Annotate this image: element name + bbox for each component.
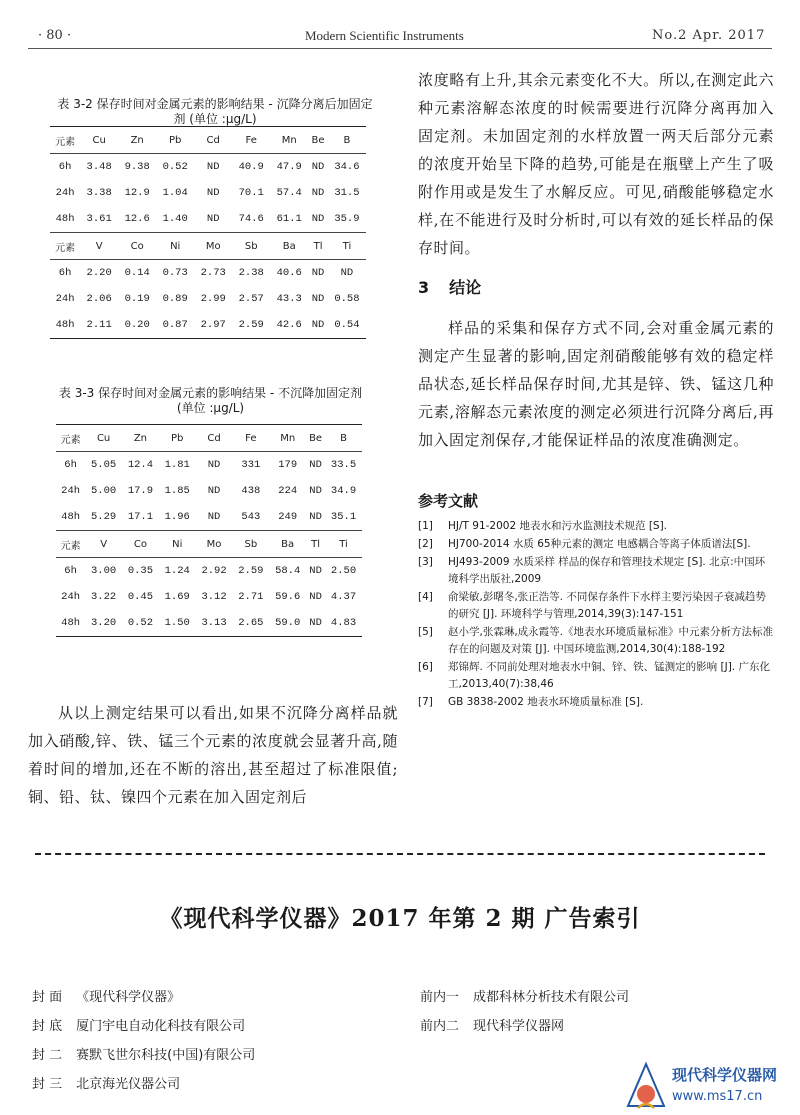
table-cell: 3.22 xyxy=(91,591,117,603)
reference-item xyxy=(418,694,774,711)
table-header-row xyxy=(50,127,366,154)
table-cell: 34.9 xyxy=(330,485,357,497)
caption-line: 表 3-3 保存时间对金属元素的影响结果 - 不沉降加固定剂 xyxy=(58,386,363,400)
reference-item xyxy=(418,536,774,553)
table-header-cell: Ni xyxy=(159,531,196,558)
table-cell: 0.54 xyxy=(328,312,366,339)
table-cell: 4.37 xyxy=(330,591,357,603)
table-cell: 59.6 xyxy=(275,591,301,603)
table-cell: 47.9 xyxy=(270,154,308,181)
table-cell: 48h xyxy=(61,511,81,523)
reference-number: [1] xyxy=(418,520,433,532)
table-cell: ND xyxy=(206,187,220,199)
references-heading: 参考文献 xyxy=(418,492,479,510)
site-watermark xyxy=(622,1058,800,1115)
table-cell: 2.20 xyxy=(80,260,118,287)
advertiser-name: 成都科林分析技术有限公司 xyxy=(473,990,630,1005)
table-cell: 2.73 xyxy=(194,260,232,287)
table-3-3-caption xyxy=(38,386,383,416)
table-cell: 31.5 xyxy=(334,187,360,199)
table-cell: ND xyxy=(311,293,325,305)
table-header-cell: Cu xyxy=(80,127,118,154)
table-cell: 438 xyxy=(241,485,261,497)
table-cell: 70.1 xyxy=(238,187,264,199)
table-cell: 543 xyxy=(241,511,261,523)
advertiser-name: 厦门宇电自动化科技有限公司 xyxy=(76,1019,246,1034)
table-cell: 48h xyxy=(50,312,80,339)
table-header-row xyxy=(50,233,366,260)
table-cell: 0.73 xyxy=(156,260,194,287)
table-cell: 3.13 xyxy=(196,610,233,637)
table-cell: 1.96 xyxy=(164,511,190,523)
table-header-cell: Co xyxy=(122,531,159,558)
table-header-cell: Zn xyxy=(118,127,156,154)
table-cell: 2.59 xyxy=(232,312,270,339)
table-cell: ND xyxy=(196,452,233,479)
watermark-url: www.ms17.cn xyxy=(672,1089,763,1104)
table-cell: 3.61 xyxy=(86,213,112,225)
table-cell: 2.11 xyxy=(80,312,118,339)
table-cell: 42.6 xyxy=(270,312,308,339)
table-header-cell: Sb xyxy=(232,233,270,260)
reference-text: 郑锦辉. 不同前处理对地表水中铜、锌、铁、锰测定的影响 [J]. 广东化工,2013,40(7):38,46 xyxy=(448,661,770,690)
table-row xyxy=(56,452,362,479)
table-row xyxy=(56,558,362,585)
reference-text: 俞梁敏,彭曙冬,张正浩等. 不同保存条件下水样主要污染因子衰减趋势的研究 [J]. 环境科学与管理,2014,39(3):147-151 xyxy=(448,591,766,620)
table-header-cell: Fe xyxy=(232,425,269,452)
table-header-cell: Cd xyxy=(196,425,233,452)
table-row xyxy=(50,260,366,287)
dashed-divider xyxy=(35,853,765,855)
table-header-cell: Pb xyxy=(156,127,194,154)
table-cell: 3.48 xyxy=(80,154,118,181)
table-cell: 12.6 xyxy=(124,213,150,225)
issue-info: No.2 Apr. 2017 xyxy=(652,28,766,43)
table-row xyxy=(50,206,366,233)
table-cell: ND xyxy=(311,213,325,225)
table-cell: 59.0 xyxy=(269,610,306,637)
ad-position: 封 底 xyxy=(32,1019,63,1034)
table-cell: 24h xyxy=(61,591,81,603)
table-cell: ND xyxy=(194,154,232,181)
table-header-row xyxy=(56,425,362,452)
table-cell: 1.24 xyxy=(159,558,196,585)
table-cell: 40.9 xyxy=(232,154,270,181)
table-cell: 2.50 xyxy=(325,558,362,585)
table-cell: 2.71 xyxy=(238,591,264,603)
advertiser-name: 北京海光仪器公司 xyxy=(76,1077,181,1092)
table-cell: 3.20 xyxy=(85,610,122,637)
table-cell: 43.3 xyxy=(276,293,302,305)
table-cell: ND xyxy=(207,511,221,523)
table-cell: 48h xyxy=(55,213,75,225)
table-cell: 0.35 xyxy=(122,558,159,585)
table-cell: 3.12 xyxy=(201,591,227,603)
body-paragraph: 浓度略有上升,其余元素变化不大。所以,在测定此六种元素溶解态浓度的时候需要进行沉降分离再加入固定剂。未加固定剂的水样放置一两天后部分元素的浓度开始呈下降的趋势,可能是在瓶壁上产生了吸附作用或是发生了水解反应。可见,硝酸能够稳定水样,在不能进行及时分析时,可以有效的延长样品的保存时间。 xyxy=(418,71,774,257)
table-cell: 2.06 xyxy=(86,293,112,305)
table-header-cell: 元素 xyxy=(50,127,80,154)
table-header-cell: 元素 xyxy=(56,531,85,558)
reference-number: [5] xyxy=(418,626,433,638)
ad-index-entry xyxy=(32,1073,180,1092)
table-cell: 12.9 xyxy=(124,187,150,199)
reference-number: [3] xyxy=(418,556,433,568)
ad-index-title: 《现代科学仪器》2017 年第 2 期 广告索引 xyxy=(159,905,641,932)
table-cell: 249 xyxy=(278,511,298,523)
table-cell: 2.92 xyxy=(196,558,233,585)
watermark-logo-icon xyxy=(622,1060,670,1112)
table-cell: 1.40 xyxy=(162,213,188,225)
table-cell: 0.14 xyxy=(118,260,156,287)
table-cell: 331 xyxy=(232,452,269,479)
table-cell: 6h xyxy=(50,260,80,287)
table-cell: 74.6 xyxy=(238,213,264,225)
table-cell: 3.00 xyxy=(85,558,122,585)
table-cell: 0.89 xyxy=(162,293,188,305)
ad-index-entry xyxy=(420,1015,564,1034)
caption-line: 剂 (单位 :μg/L) xyxy=(173,112,257,126)
table-header-cell: Be xyxy=(308,127,328,154)
table-header-cell: Mo xyxy=(194,233,232,260)
table-header-cell: Ti xyxy=(325,531,362,558)
table-header-cell: Ba xyxy=(270,233,308,260)
reference-text: HJ/T 91-2002 地表水和污水监测技术规范 [S]. xyxy=(448,520,668,532)
table-row xyxy=(56,504,362,531)
advertiser-name: 赛默飞世尔科技(中国)有限公司 xyxy=(76,1048,256,1063)
table-3-2 xyxy=(50,126,366,339)
table-header-cell: Tl xyxy=(308,233,328,260)
table-row xyxy=(56,610,362,637)
table-header-cell: Zn xyxy=(122,425,159,452)
table-header-cell: V xyxy=(80,233,118,260)
ad-index-entry xyxy=(32,986,180,1005)
ad-position: 封 二 xyxy=(32,1048,63,1063)
advertiser-name: 《现代科学仪器》 xyxy=(76,990,181,1005)
ad-index-entry xyxy=(32,1044,255,1063)
table-header-cell: Be xyxy=(306,425,325,452)
ad-index-entry xyxy=(420,986,629,1005)
table-header-cell: 元素 xyxy=(50,233,80,260)
reference-text: HJ493-2009 水质采样 样品的保存和管理技术规定 [S]. 北京:中国环境科学出版社,2009 xyxy=(448,556,766,585)
table-cell: 2.65 xyxy=(232,610,269,637)
table-cell: 12.4 xyxy=(122,452,159,479)
watermark-title: 现代科学仪器网 xyxy=(672,1066,778,1084)
table-header-cell: Ni xyxy=(156,233,194,260)
table-cell: 2.97 xyxy=(194,312,232,339)
table-cell: ND xyxy=(308,260,328,287)
table-cell: 34.6 xyxy=(328,154,366,181)
table-row xyxy=(50,286,366,312)
table-row xyxy=(50,154,366,181)
table-header-cell: B xyxy=(328,127,366,154)
reference-text: GB 3838-2002 地表水环境质量标准 [S]. xyxy=(448,696,644,708)
table-cell: 0.45 xyxy=(127,591,154,603)
table-cell: 0.52 xyxy=(122,610,159,637)
table-cell: 2.57 xyxy=(238,293,264,305)
table-cell: ND xyxy=(306,558,325,585)
table-cell: ND xyxy=(308,312,328,339)
table-row xyxy=(50,180,366,206)
table-cell: 17.9 xyxy=(127,485,154,497)
table-cell: 1.85 xyxy=(164,485,190,497)
section-heading xyxy=(418,275,481,298)
table-cell: ND xyxy=(309,511,322,523)
table-row xyxy=(50,312,366,339)
table-cell: 5.00 xyxy=(91,485,117,497)
table-cell: 3.38 xyxy=(86,187,112,199)
table-header-cell: B xyxy=(325,425,362,452)
table-cell: ND xyxy=(311,187,325,199)
table-header-cell: Sb xyxy=(232,531,269,558)
table-cell: 1.81 xyxy=(159,452,196,479)
table-header-cell: 元素 xyxy=(56,425,85,452)
table-cell: ND xyxy=(306,610,325,637)
table-cell: 1.50 xyxy=(159,610,196,637)
ad-position: 封 三 xyxy=(32,1077,63,1092)
conclusion-paragraph: 样品的采集和保存方式不同,会对重金属元素的测定产生显著的影响,固定剂硝酸能够有效的稳定样品状态,延长样品保存时间,尤其是锌、铁、锰这几种元素,溶解态元素浓度的测定必须进行沉降分离后,再加入固定剂保存,才能保证样品的浓度准确测定。 xyxy=(418,319,774,449)
reference-text: HJ700-2014 水质 65种元素的测定 电感耦合等离子体质谱法[S]. xyxy=(448,538,751,550)
ad-position: 前内一 xyxy=(420,990,460,1005)
ad-position: 封 面 xyxy=(32,990,63,1005)
table-header-cell: Cd xyxy=(194,127,232,154)
reference-item xyxy=(418,554,774,588)
table-cell: 5.05 xyxy=(85,452,122,479)
table-cell: 24h xyxy=(61,485,81,497)
table-cell: 40.6 xyxy=(270,260,308,287)
table-3-3 xyxy=(56,424,362,637)
table-header-cell: V xyxy=(85,531,122,558)
table-row xyxy=(56,584,362,610)
table-header-cell: Cu xyxy=(85,425,122,452)
table-cell: ND xyxy=(207,485,221,497)
table-cell: 6h xyxy=(50,154,80,181)
table-header-cell: Pb xyxy=(159,425,196,452)
table-header-cell: Ba xyxy=(269,531,306,558)
advertiser-name: 现代科学仪器网 xyxy=(473,1019,565,1034)
caption-line: (单位 :μg/L) xyxy=(176,401,245,415)
table-3-2-caption xyxy=(35,97,395,127)
reference-item xyxy=(418,589,774,623)
table-cell: 58.4 xyxy=(269,558,306,585)
table-cell: 5.29 xyxy=(91,511,117,523)
table-cell: ND xyxy=(309,485,322,497)
table-cell: 2.38 xyxy=(232,260,270,287)
table-header-row xyxy=(56,531,362,558)
table-cell: 2.59 xyxy=(232,558,269,585)
reference-text: 赵小学,张霖琳,成永霞等.《地表水环境质量标准》中元素分析方法标准存在的问题及对策 [J]. 中国环境监测,2014,30(4):188-192 xyxy=(448,626,774,655)
table-cell: 0.58 xyxy=(334,293,360,305)
table-cell: ND xyxy=(206,213,220,225)
table-cell: 6h xyxy=(56,452,85,479)
table-cell: 24h xyxy=(55,293,75,305)
table-cell: 9.38 xyxy=(118,154,156,181)
journal-name: Modern Scientific Instruments xyxy=(305,28,464,43)
reference-number: [2] xyxy=(418,538,433,550)
table-cell: 6h xyxy=(56,558,85,585)
page-number: · 80 · xyxy=(38,28,72,43)
reference-number: [6] xyxy=(418,661,433,673)
caption-line: 表 3-2 保存时间对金属元素的影响结果 - 沉降分离后加固定 xyxy=(57,97,373,111)
table-cell: 1.04 xyxy=(162,187,188,199)
table-cell: 0.20 xyxy=(118,312,156,339)
header-rule xyxy=(28,48,772,49)
table-cell: 17.1 xyxy=(127,511,154,523)
table-cell: 57.4 xyxy=(276,187,302,199)
table-header-cell: Mn xyxy=(270,127,308,154)
table-header-cell: Mo xyxy=(196,531,233,558)
section-number: 3 xyxy=(418,278,430,297)
table-cell: 24h xyxy=(55,187,75,199)
table-cell: 61.1 xyxy=(276,213,302,225)
table-cell: ND xyxy=(308,154,328,181)
table-cell: ND xyxy=(306,452,325,479)
table-header-cell: Tl xyxy=(306,531,325,558)
reference-item xyxy=(418,659,774,693)
reference-number: [4] xyxy=(418,591,433,603)
table-cell: 2.99 xyxy=(200,293,226,305)
ad-index-entry xyxy=(32,1015,245,1034)
table-header-cell: Co xyxy=(118,233,156,260)
reference-item xyxy=(418,624,774,658)
table-cell: 224 xyxy=(278,485,298,497)
table-cell: 0.52 xyxy=(156,154,194,181)
body-paragraph: 从以上测定结果可以看出,如果不沉降分离样品就加入硝酸,锌、铁、锰三个元素的浓度就会显著升高,随着时间的增加,还在不断的溶出,甚至超过了标准限值;铜、铅、钛、镍四个元素在加入固定剂后 xyxy=(28,704,398,806)
section-title: 结论 xyxy=(449,278,482,297)
reference-list xyxy=(418,518,774,712)
table-header-cell: Fe xyxy=(232,127,270,154)
table-cell: 35.9 xyxy=(334,213,360,225)
table-cell: 4.83 xyxy=(325,610,362,637)
table-cell: ND xyxy=(309,591,322,603)
table-cell: 35.1 xyxy=(330,511,357,523)
table-header-cell: Ti xyxy=(328,233,366,260)
table-cell: ND xyxy=(328,260,366,287)
reference-number: [7] xyxy=(418,696,433,708)
table-row xyxy=(56,478,362,504)
table-cell: 1.69 xyxy=(164,591,190,603)
reference-item xyxy=(418,518,774,535)
table-cell: 48h xyxy=(56,610,85,637)
table-cell: 33.5 xyxy=(325,452,362,479)
table-cell: 0.87 xyxy=(156,312,194,339)
table-cell: 0.19 xyxy=(124,293,150,305)
table-cell: 179 xyxy=(269,452,306,479)
ad-position: 前内二 xyxy=(420,1019,460,1034)
table-header-cell: Mn xyxy=(269,425,306,452)
